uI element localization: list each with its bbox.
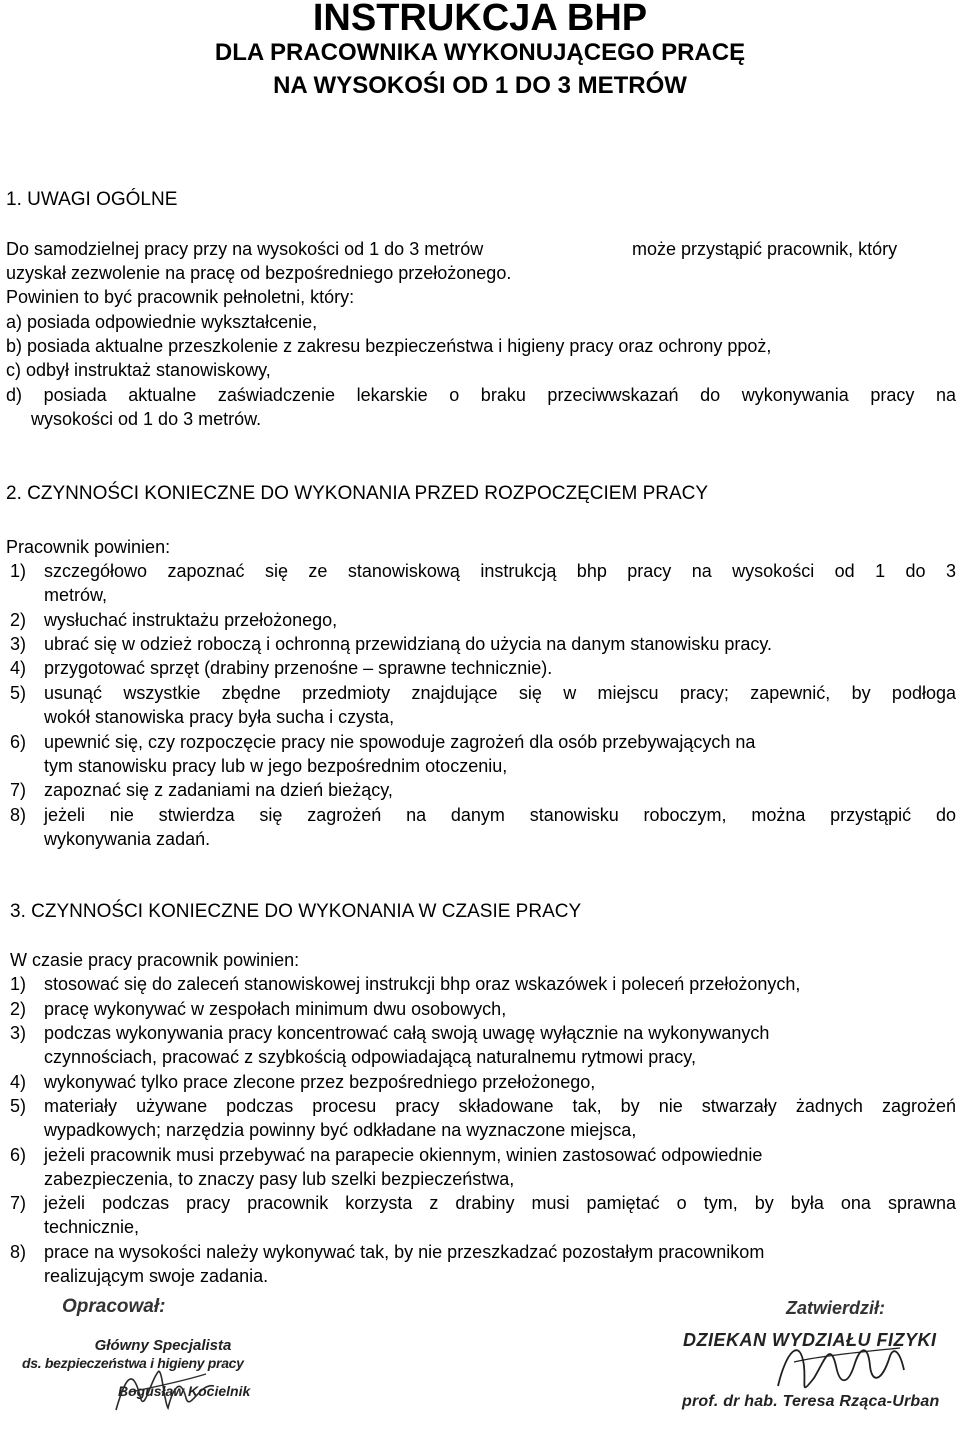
section-3-item-6-continued: zabezpieczenia, to znaczy pasy lub szelki bezpieczeństwa,	[44, 1169, 515, 1189]
section-3-item-6-number: 6)	[10, 1145, 27, 1165]
section-3-item-2-number: 2)	[10, 999, 27, 1019]
section-2-item-8-continued: wykonywania zadań.	[44, 829, 211, 849]
section-2-item-7: zapoznać się z zadaniami na dzień bieżący,	[44, 780, 393, 800]
section-1-paragraph-line-2: uzyskał zezwolenie na pracę od bezpośredniego przełożonego.	[6, 263, 512, 283]
section-3-item-8: prace na wysokości należy wykonywać tak, by nie przeszkadzać pozostałym pracownikom	[44, 1242, 765, 1262]
section-3-item-7: jeżeli podczas pracy pracownik korzysta z drabiny musi pamiętać o tym, by była ona sprawna	[44, 1193, 956, 1213]
section-2-item-1-continued: metrów,	[44, 585, 108, 605]
section-2-item-5-number: 5)	[10, 683, 27, 703]
section-3-item-8-continued: realizującym swoje zadania.	[44, 1266, 269, 1286]
section-1-item-c: c) odbył instruktaż stanowiskowy,	[6, 360, 271, 380]
section-1-paragraph-line-1-right: może przystąpić pracownik, który	[632, 239, 898, 259]
section-2-item-5: usunąć wszystkie zbędne przedmioty znajdujące się w miejscu pracy; zapewnić, by podłoga	[44, 683, 956, 703]
section-3-item-4-number: 4)	[10, 1072, 27, 1092]
section-3-item-2: pracę wykonywać w zespołach minimum dwu osobowych,	[44, 999, 507, 1019]
section-2-item-6-continued: tym stanowisku pracy lub w jego bezpośrednim otoczeniu,	[44, 756, 508, 776]
section-3-item-5-continued: wypadkowych; narzędzia powinny być odkładane na wyznaczone miejsca,	[44, 1120, 637, 1140]
section-3-item-3: podczas wykonywania pracy koncentrować całą swoją uwagę wyłącznie na wykonywanych	[44, 1023, 770, 1043]
section-3-item-6: jeżeli pracownik musi przebywać na parapecie okiennym, winien zastosować odpowiednie	[44, 1145, 763, 1165]
prepared-by-title: Główny Specjalista	[94, 1337, 232, 1354]
section-2-heading: 2. CZYNNOŚCI KONIECZNE DO WYKONANIA PRZED ROZPOCZĘCIEM PRACY	[6, 483, 709, 504]
prepared-by-signature	[110, 1352, 220, 1424]
prepared-by-label: Opracował:	[62, 1296, 166, 1317]
section-1-item-d-continued: wysokości od 1 do 3 metrów.	[31, 409, 262, 429]
section-2-item-4-number: 4)	[10, 658, 27, 678]
section-1-item-d: d) posiada aktualne zaświadczenie lekarskie o braku przeciwwskazań do wykonywania pracy na	[6, 385, 956, 405]
approved-by-label: Zatwierdził:	[786, 1298, 886, 1318]
section-2-item-6: upewnić się, czy rozpoczęcie pracy nie spowoduje zagrożeń dla osób przebywających na	[44, 732, 756, 752]
approved-by-title: DZIEKAN WYDZIAŁU FIZYKI	[683, 1330, 937, 1350]
document-subtitle-line-1: DLA PRACOWNIKA WYKONUJĄCEGO PRACĘ	[214, 39, 746, 66]
section-1-item-b: b) posiada aktualne przeszkolenie z zakresu bezpieczeństwa i higieny pracy oraz ochrony ppoż,	[6, 336, 772, 356]
prepared-by-name: Bogusław Kocielnik	[118, 1383, 251, 1399]
approved-by-name: prof. dr hab. Teresa Rząca-Urban	[682, 1393, 940, 1410]
section-2-item-2-number: 2)	[10, 610, 27, 630]
document-subtitle-line-2: NA WYSOKOŚI OD 1 DO 3 METRÓW	[273, 72, 687, 99]
section-2-item-8: jeżeli nie stwierdza się zagrożeń na danym stanowisku roboczym, można przystąpić do	[44, 805, 956, 825]
section-2-item-1-number: 1)	[10, 561, 27, 581]
section-3-item-7-continued: technicznie,	[44, 1217, 140, 1237]
section-2-intro: Pracownik powinien:	[6, 537, 171, 557]
section-1-item-a: a) posiada odpowiednie wykształcenie,	[6, 312, 318, 332]
section-2-item-7-number: 7)	[10, 780, 27, 800]
section-3-heading: 3. CZYNNOŚCI KONIECZNE DO WYKONANIA W CZASIE PRACY	[10, 901, 582, 922]
document-title: INSTRUKCJA BHP	[312, 0, 648, 39]
section-3-item-1: stosować się do zaleceń stanowiskowej instrukcji bhp oraz wskazówek i poleceń przełożonych,	[44, 974, 801, 994]
section-3-item-4: wykonywać tylko prace zlecone przez bezpośredniego przełożonego,	[44, 1072, 596, 1092]
section-3-item-3-number: 3)	[10, 1023, 27, 1043]
section-3-item-5-number: 5)	[10, 1096, 27, 1116]
prepared-by-position: ds. bezpieczeństwa i higieny pracy	[22, 1355, 244, 1371]
section-3-item-8-number: 8)	[10, 1242, 27, 1262]
section-2-item-5-continued: wokół stanowiska pracy była sucha i czysta,	[44, 707, 395, 727]
section-3-item-1-number: 1)	[10, 974, 27, 994]
section-3-item-3-continued: czynnościach, pracować z szybkością odpowiadającą naturalnemu rytmowi pracy,	[44, 1047, 696, 1067]
section-2-item-3: ubrać się w odzież roboczą i ochronną przewidzianą do użycia na danym stanowisku pracy.	[44, 634, 773, 654]
approved-by-signature	[770, 1326, 910, 1402]
section-1-paragraph-2: Powinien to być pracownik pełnoletni, który:	[6, 287, 355, 307]
section-3-item-7-number: 7)	[10, 1193, 27, 1213]
section-2-item-6-number: 6)	[10, 732, 27, 752]
section-3-item-5: materiały używane podczas procesu pracy składowane tak, by nie stwarzały żadnych zagrożeń	[44, 1096, 956, 1116]
section-2-item-2: wysłuchać instruktażu przełożonego,	[44, 610, 338, 630]
section-3-intro: W czasie pracy pracownik powinien:	[10, 950, 300, 970]
section-2-item-4: przygotować sprzęt (drabiny przenośne – sprawne technicznie).	[44, 658, 553, 678]
section-1-heading: 1. UWAGI OGÓLNE	[6, 189, 178, 210]
section-1-paragraph-line-1: Do samodzielnej pracy przy na wysokości od 1 do 3 metrów	[6, 239, 484, 259]
section-2-item-1: szczegółowo zapoznać się ze stanowiskową instrukcją bhp pracy na wysokości od 1 do 3	[44, 561, 956, 581]
section-2-item-3-number: 3)	[10, 634, 27, 654]
section-2-item-8-number: 8)	[10, 805, 27, 825]
